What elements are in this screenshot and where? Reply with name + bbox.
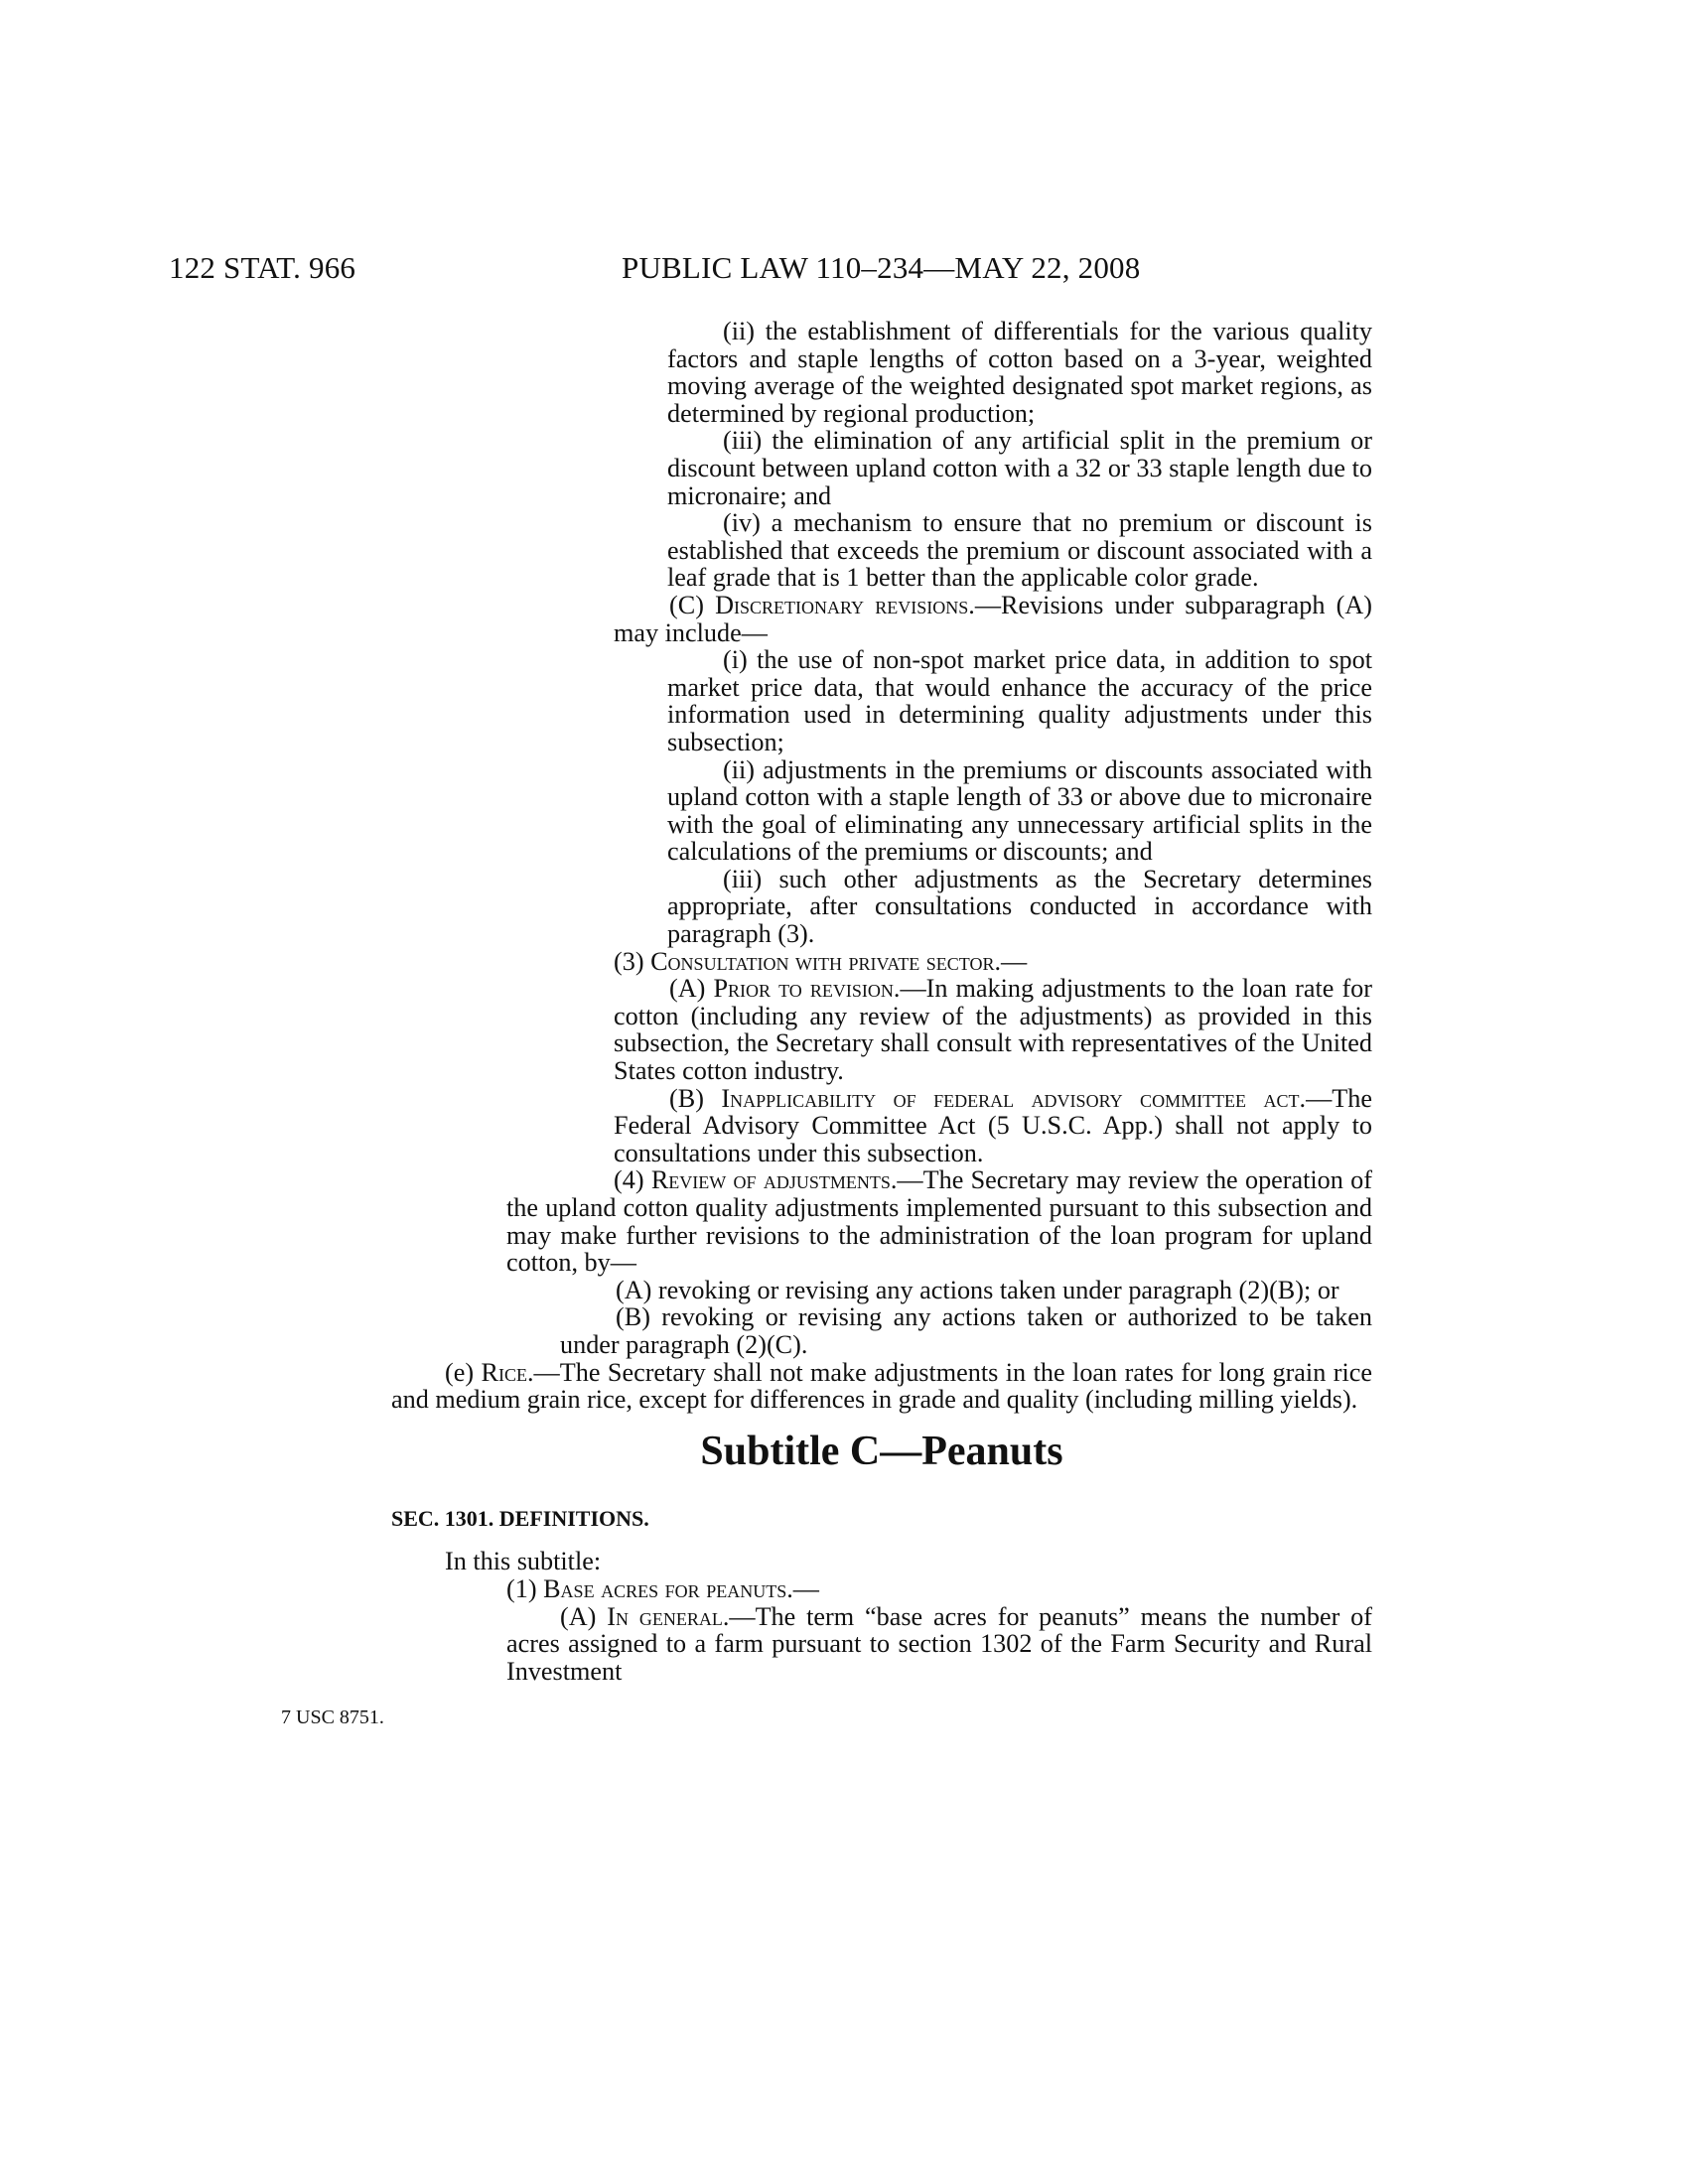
paragraph-3-b-text: —The Federal Advisory Committee Act (5 U.S.C. App.) shall not apply to consultations under this subsection.: [614, 1083, 1372, 1167]
subsection-e: [391, 1359, 1372, 1414]
subparagraph-c-lead: (C): [669, 590, 716, 619]
paragraph-3-a: [506, 975, 1372, 1084]
definition-1: [506, 1575, 1372, 1603]
clause-b-iv: (iv) a mechanism to ensure that no premium or discount is established that exceeds the premium or discount associated with a leaf grade that is 1 better than the applicable color grade.: [667, 508, 1372, 593]
definition-1-a-lead: (A): [560, 1601, 608, 1631]
paragraph-3-a-heading: Prior to revision.: [713, 974, 901, 1004]
clause-c-ii: (ii) adjustments in the premiums or discounts associated with upland cotton with a staple length of 33 or above due to micronaire with the goal of eliminating any unnecessary artificial splits in the calculations of the premiums or discounts; and: [667, 754, 1372, 867]
paragraph-4-a: (A) revoking or revising any actions taken under paragraph (2)(B); or: [616, 1275, 1339, 1304]
paragraph-3-a-lead: (A): [669, 974, 714, 1004]
document-body: [391, 317, 1372, 1686]
page-stat-number: 122 STAT. 966: [169, 250, 356, 285]
section-heading: SEC. 1301. DEFINITIONS.: [391, 1505, 649, 1531]
paragraph-3-a-text: —In making adjustments to the loan rate for cotton (including any review of the adjustments) as provided in this subsection, the Secretary shall consult with representatives of the United States cotton industry.: [614, 974, 1372, 1086]
subparagraph-c: [506, 592, 1372, 646]
paragraph-3-text: —: [1001, 946, 1028, 976]
usc-margin-note: 7 USC 8751.: [281, 1706, 384, 1728]
paragraph-4-heading: Review of adjustments.: [650, 1165, 898, 1195]
clause-b-iii: (iii) the elimination of any artificial split in the premium or discount between upland cotton with a 32 or 33 staple length due to micronaire; and: [667, 426, 1372, 510]
definition-1-a: [506, 1603, 1372, 1686]
clause-c-iii: (iii) such other adjustments as the Secretary determines appropriate, after consultations conducted in accordance with paragraph (3).: [667, 864, 1372, 949]
paragraph-3: [506, 948, 1372, 976]
paragraph-3-heading: Consultation with private sector.: [650, 946, 1001, 976]
clause-b-ii: (ii) the establishment of differentials for the various quality factors and staple lengths of cotton based on a 3-year, weighted moving average of the weighted designated spot market regions, as determined by regional production;: [667, 317, 1372, 428]
paragraph-4-lead: (4): [614, 1165, 651, 1195]
definition-1-a-heading: In general.: [607, 1601, 730, 1631]
paragraph-3-b-heading: Inapplicability of federal advisory committee act.: [721, 1083, 1307, 1113]
definition-1-heading: Base acres for peanuts.: [543, 1573, 793, 1603]
paragraph-4-text: —The Secretary may review the operation of the upland cotton quality adjustments implemented pursuant to this subsection and may make further revisions to the administration of the loan program for upland cotton, by—: [506, 1165, 1372, 1278]
definition-1-a-text: —The term “base acres for peanuts” means the number of acres assigned to a farm pursuant to section 1302 of the Farm Security and Rural Investment: [506, 1601, 1372, 1686]
clause-c-i: (i) the use of non-spot market price data, in addition to spot market price data, that would enhance the accuracy of the price information used in determining quality adjustments under this subsection;: [667, 645, 1372, 756]
subsection-e-heading: Rice.: [481, 1357, 534, 1387]
subtitle-heading: Subtitle C—Peanuts: [700, 1428, 1063, 1474]
subparagraph-c-text: —Revisions under subparagraph (A) may include—: [614, 590, 1372, 647]
subsection-e-text: —The Secretary shall not make adjustments in the loan rates for long grain rice and medium grain rice, except for differences in grade and quality (including milling yields).: [391, 1357, 1372, 1415]
paragraph-3-b-lead: (B): [669, 1083, 722, 1113]
section-intro: In this subtitle:: [445, 1547, 602, 1576]
paragraph-4: [506, 1166, 1372, 1276]
paragraph-3-lead: (3): [614, 946, 651, 976]
definition-1-lead: (1): [506, 1573, 544, 1603]
paragraph-3-b: [506, 1085, 1372, 1167]
definition-1-text: —: [792, 1573, 819, 1603]
subsection-e-lead: (e): [445, 1357, 482, 1387]
paragraph-4-b: (B) revoking or revising any actions taken or authorized to be taken under paragraph (2)(C).: [560, 1302, 1372, 1359]
page-running-title: PUBLIC LAW 110–234—MAY 22, 2008: [622, 250, 1141, 285]
subparagraph-c-heading: Discretionary revisions.: [715, 590, 975, 619]
